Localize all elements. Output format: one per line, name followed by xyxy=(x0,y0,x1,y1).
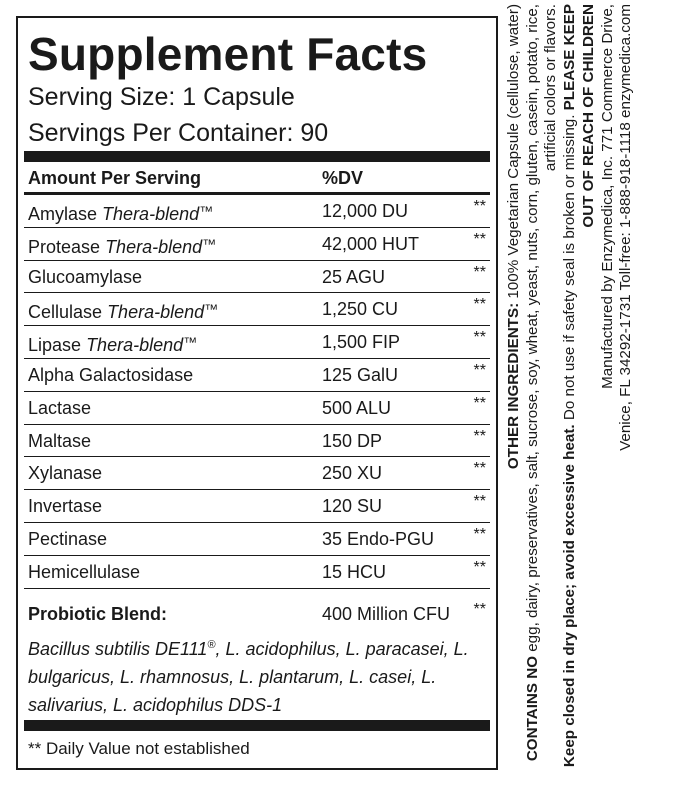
blend-name: Thera-blend xyxy=(105,236,203,257)
ingredient-dv: ** xyxy=(473,361,486,379)
ingredient-dv: ** xyxy=(473,493,486,511)
ingredient-amount: 25 AGU xyxy=(322,266,386,287)
ingredient-name: Invertase xyxy=(28,496,103,517)
ingredient-dv: ** xyxy=(473,427,486,445)
ingredient-name: Protease xyxy=(28,236,101,257)
ingredient-amount: 1,500 FIP xyxy=(322,332,401,353)
ingredient-amount: 15 HCU xyxy=(322,561,387,582)
ingredient-dv: ** xyxy=(473,558,486,576)
contains-no: CONTAINS NO egg, dairy, preservatives, salt, sucrose, soy, wheat, yeast, nuts, corn, gluten, casein, potato, rice, artificial colors or flavors. xyxy=(523,4,560,762)
ingredient-name: Glucoamylase xyxy=(28,266,143,287)
ingredient-amount: 150 DP xyxy=(322,430,383,451)
other-ingredients: OTHER INGREDIENTS: 100% Vegetarian Capsule (cellulose, water) xyxy=(505,4,522,470)
ingredient-name: Xylanase xyxy=(28,463,103,484)
blend-name: Thera-blend xyxy=(86,335,184,356)
ingredient-name: Lipase xyxy=(28,335,82,356)
ingredient-amount: 120 SU xyxy=(322,496,383,517)
table-row xyxy=(24,556,490,589)
facts-title: Supplement Facts xyxy=(28,28,428,80)
serving-size: Serving Size: 1 Capsule xyxy=(28,83,295,111)
trademark-mark: ™ xyxy=(202,235,217,252)
table-row xyxy=(24,392,490,425)
ingredient-dv: ** xyxy=(473,394,486,412)
table-row xyxy=(24,261,490,294)
table-row xyxy=(24,457,490,490)
ingredient-amount: 125 GalU xyxy=(322,364,399,385)
manufacturer-line-1: Manufactured by Enzymedica, Inc. 771 Commerce Drive, xyxy=(598,4,616,389)
dv-footnote: ** Daily Value not established xyxy=(28,739,250,758)
table-header xyxy=(28,164,490,192)
probiotic-blend xyxy=(28,599,490,719)
ingredient-dv: ** xyxy=(473,263,486,281)
probiotic-strains: Bacillus subtilis DE111®, L. acidophilus, L. paracasei, L. bulgaricus, L. rhamnosus, L. plantarum, L. casei, L. salivarius, L. acidophilus DDS-1 xyxy=(28,639,469,715)
ingredient-dv: ** xyxy=(473,460,486,478)
ingredient-name: Cellulase xyxy=(28,302,103,323)
ingredient-name: Maltase xyxy=(28,430,92,451)
ingredient-amount: 1,250 CU xyxy=(322,299,399,320)
table-row xyxy=(24,195,490,228)
ingredient-name: Hemicellulase xyxy=(28,561,141,582)
dv-header: %DV xyxy=(322,168,364,188)
table-row xyxy=(24,523,490,556)
probiotic-dv: ** xyxy=(473,601,486,618)
table-row xyxy=(24,228,490,261)
probiotic-name: Probiotic Blend: xyxy=(28,604,167,624)
table-row xyxy=(24,359,490,392)
thick-divider-top xyxy=(24,151,490,162)
ingredient-dv: ** xyxy=(473,230,486,248)
trademark-mark: ™ xyxy=(204,301,219,318)
side-text-block xyxy=(505,4,679,784)
ingredient-amount: 250 XU xyxy=(322,463,383,484)
storage-warning: Keep closed in dry place; avoid excessive heat. Do not use if safety seal is broken or missing. PLEASE KEEP OUT OF REACH OF CHILDREN xyxy=(561,4,597,768)
table-row xyxy=(24,490,490,523)
thick-divider-bottom xyxy=(24,720,490,731)
ingredient-name: Pectinase xyxy=(28,528,108,549)
table-row xyxy=(24,293,490,326)
servings-per-container: Servings Per Container: 90 xyxy=(28,119,329,147)
manufacturer-line-2: Venice, FL 34292-1731 Toll-free: 1-888-918-1118 enzymedica.com xyxy=(617,4,635,451)
ingredient-name: Amylase xyxy=(28,204,98,224)
side-panel xyxy=(505,4,679,784)
ingredient-amount: 12,000 DU xyxy=(322,201,409,221)
ingredient-amount: 35 Endo-PGU xyxy=(322,528,435,549)
supplement-facts-panel xyxy=(16,16,498,770)
ingredient-dv: ** xyxy=(473,296,486,314)
amount-per-serving-header: Amount Per Serving xyxy=(28,168,202,188)
ingredient-rows xyxy=(24,195,490,589)
ingredient-amount: 42,000 HUT xyxy=(322,233,420,254)
blend-name: Thera-blend xyxy=(107,302,205,323)
ingredient-dv: ** xyxy=(473,525,486,543)
trademark-mark: ™ xyxy=(183,334,198,351)
blend-name: Thera-blend xyxy=(102,204,200,224)
ingredient-dv: ** xyxy=(473,329,486,347)
table-row xyxy=(24,425,490,458)
ingredient-dv: ** xyxy=(473,198,486,215)
table-row xyxy=(24,326,490,359)
probiotic-amount: 400 Million CFU xyxy=(322,604,451,624)
ingredient-amount: 500 ALU xyxy=(322,397,392,418)
trademark-mark: ™ xyxy=(199,203,214,219)
ingredient-name: Lactase xyxy=(28,397,92,418)
ingredient-name: Alpha Galactosidase xyxy=(28,364,194,385)
